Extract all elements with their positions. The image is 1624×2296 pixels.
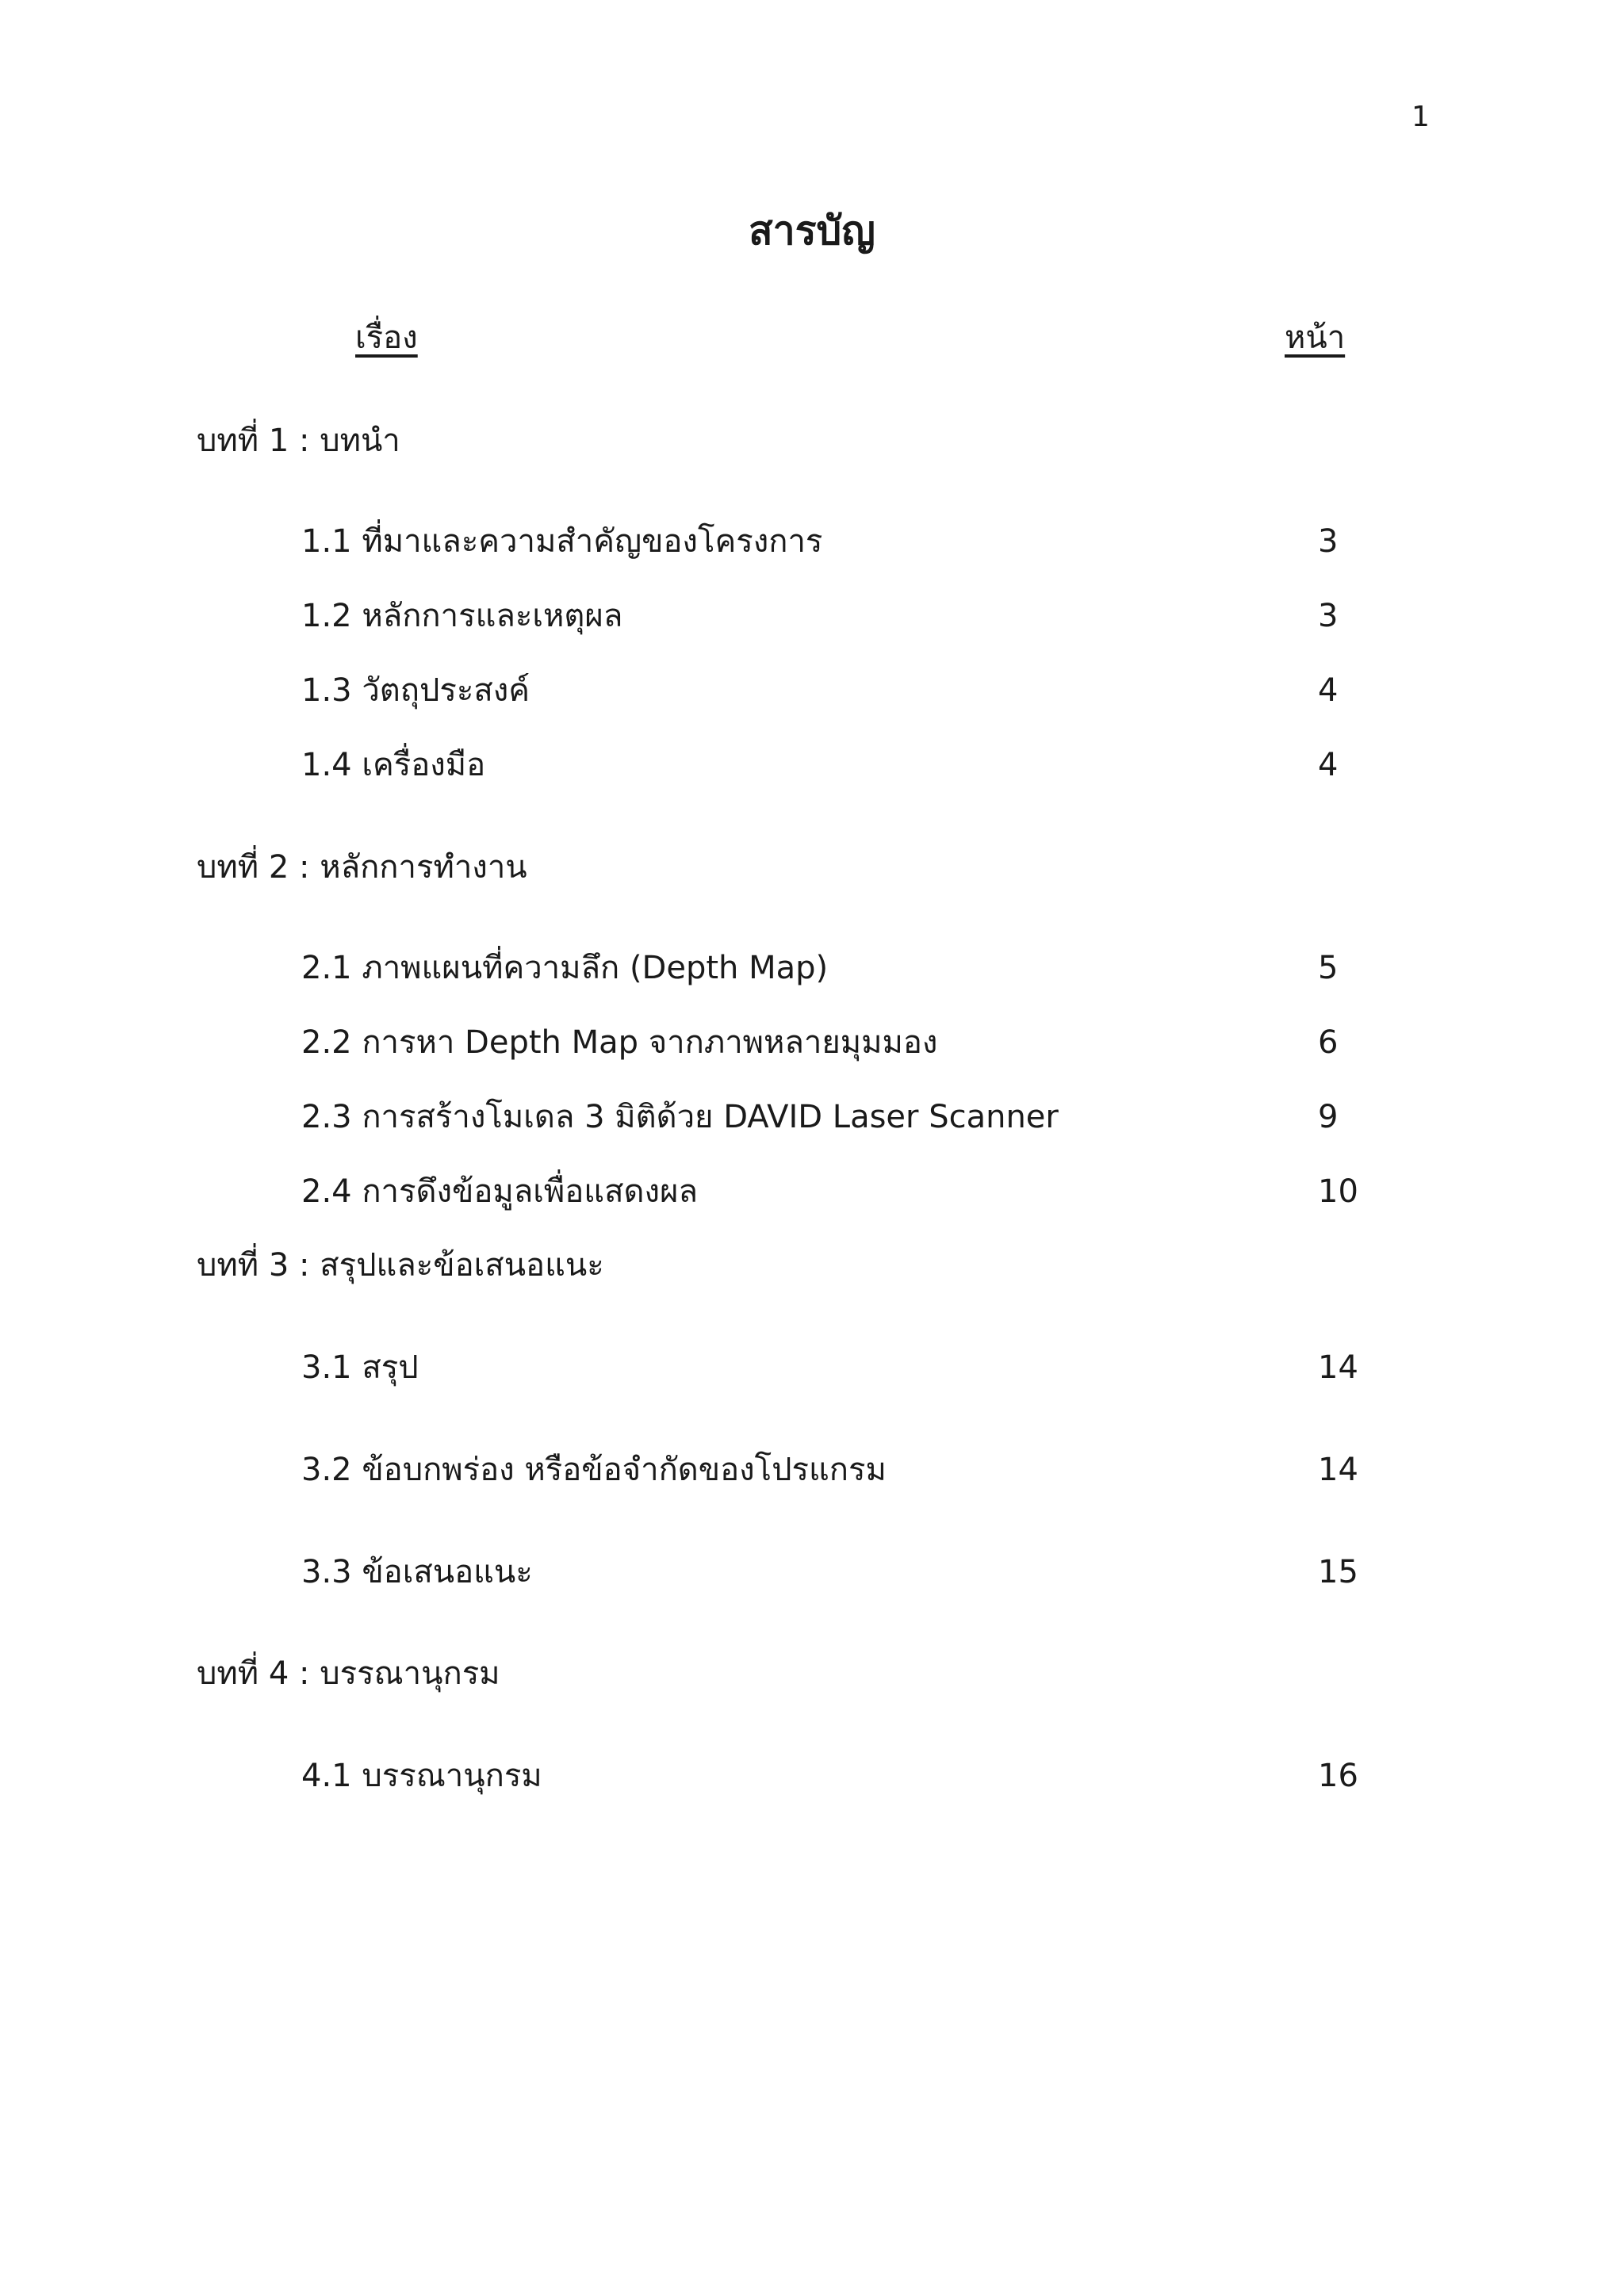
toc-page-3-1: 14 <box>1318 1349 1358 1386</box>
topic-column-header: เรื่อง <box>355 320 418 356</box>
toc-item-1-1: 1.1 ที่มาและความสำคัญของโครงการ <box>301 523 823 560</box>
toc-page-2-1: 5 <box>1318 950 1339 986</box>
toc-page-2-4: 10 <box>1318 1173 1358 1210</box>
toc-item-1-2: 1.2 หลักการและเหตุผล <box>301 598 623 634</box>
toc-page-2-2: 6 <box>1318 1024 1339 1061</box>
toc-item-1-4: 1.4 เครื่องมือ <box>301 747 486 783</box>
chapter-1-heading: บทที่ 1 : บทนำ <box>197 423 400 459</box>
toc-page-3-2: 14 <box>1318 1452 1358 1488</box>
toc-item-4-1: 4.1 บรรณานุกรม <box>301 1758 542 1794</box>
chapter-3-heading: บทที่ 3 : สรุปและข้อเสนอแนะ <box>197 1247 604 1284</box>
toc-item-3-2: 3.2 ข้อบกพร่อง หรือข้อจำกัดของโปรแกรม <box>301 1452 887 1488</box>
toc-item-2-2: 2.2 การหา Depth Map จากภาพหลายมุมมอง <box>301 1024 938 1061</box>
page-title: สารบัญ <box>749 208 875 254</box>
toc-page-4-1: 16 <box>1318 1758 1358 1794</box>
toc-page-1-3: 4 <box>1318 672 1339 709</box>
toc-item-2-4: 2.4 การดึงข้อมูลเพื่อแสดงผล <box>301 1173 698 1210</box>
toc-page-1-2: 3 <box>1318 598 1339 634</box>
toc-item-1-3: 1.3 วัตถุประสงค์ <box>301 672 530 709</box>
chapter-4-heading: บทที่ 4 : บรรณานุกรม <box>197 1655 500 1692</box>
toc-item-3-3: 3.3 ข้อเสนอแนะ <box>301 1554 533 1590</box>
toc-page-3-3: 15 <box>1318 1554 1358 1590</box>
toc-item-2-3: 2.3 การสร้างโมเดล 3 มิติด้วย DAVID Laser Scanner <box>301 1099 1059 1135</box>
chapter-2-heading: บทที่ 2 : หลักการทำงาน <box>197 849 527 886</box>
toc-item-2-1: 2.1 ภาพแผนที่ความลึก (Depth Map) <box>301 950 829 986</box>
toc-item-3-1: 3.1 สรุป <box>301 1349 419 1386</box>
toc-page-1-4: 4 <box>1318 747 1339 783</box>
toc-page-2-3: 9 <box>1318 1099 1339 1135</box>
page-column-header: หน้า <box>1285 320 1346 356</box>
page-number: 1 <box>1411 101 1430 133</box>
toc-page-1-1: 3 <box>1318 523 1339 560</box>
